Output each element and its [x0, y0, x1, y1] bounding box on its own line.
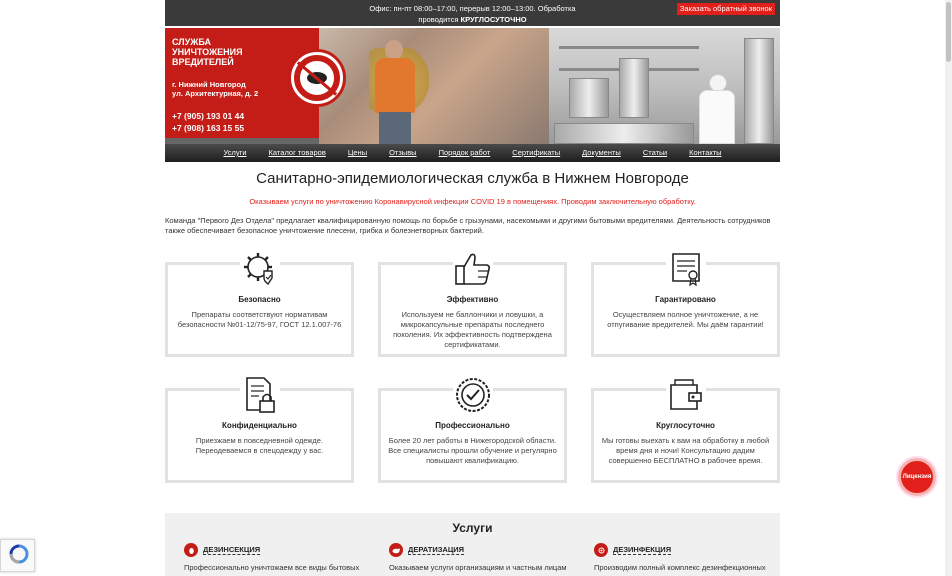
hero-image-wall — [319, 28, 549, 144]
service-desc: Оказываем услуги организациям и частным лицам — [389, 563, 567, 572]
thumbs-up-icon — [453, 249, 493, 289]
feature-text: Препараты соответствуют нормативам безопасности №01-12/75-97, ГОСТ 12.1.007-76 — [177, 310, 342, 329]
nav-item-services[interactable]: Услуги — [223, 148, 247, 157]
nav-item-procedure[interactable]: Порядок работ — [438, 148, 491, 157]
nav-item-reviews[interactable]: Отзывы — [389, 148, 417, 157]
phone-1[interactable]: +7 (905) 193 01 44 — [172, 111, 245, 121]
schedule-line — [165, 14, 780, 25]
service-label[interactable]: ДЕЗИНФЕКЦИЯ — [613, 545, 672, 554]
feature-title: Безопасно — [238, 295, 281, 304]
gear-shield-icon — [240, 249, 280, 289]
seal-check-icon — [453, 375, 493, 415]
feature-text: Осуществляем полное уничтожение, а не отпугивание вредителей. Мы даём гарантии! — [607, 310, 764, 329]
feature-title: Круглосуточно — [656, 421, 715, 430]
feature-card-professional — [378, 388, 567, 483]
office-hours: Офис: пн-пт 08:00–17:00, перерыв 12:00–13:00. Обработка — [369, 4, 576, 13]
top-bar — [165, 0, 780, 26]
recaptcha-badge[interactable] — [0, 539, 35, 572]
feature-title: Гарантировано — [655, 295, 716, 304]
page-title: Санитарно-эпидемиологическая служба в Нижнем Новгороде — [256, 170, 689, 187]
service-label[interactable]: ДЕРАТИЗАЦИЯ — [408, 545, 465, 554]
service-label[interactable]: ДЕЗИНСЕКЦИЯ — [203, 545, 261, 554]
rat-icon — [389, 543, 403, 557]
schedule-prefix: проводится — [418, 15, 459, 24]
intro-text: Команда "Первого Дез Отдела" предлагает квалифицированную помощь по борьбе с грызунами, насекомыми и другими бытовыми вредителями. Деятельность сотрудников также обеспечивает безопасное уничтожение плесени, грибка и болезнетворных бактерий. — [165, 216, 771, 235]
feature-card-safe — [165, 262, 354, 357]
license-button[interactable]: Лицензия — [898, 458, 936, 496]
feature-text: Более 20 лет работы в Нижегородской области. Все специалисты прошли обучение и регулярно повышают квалификацию. — [388, 436, 557, 465]
main-nav — [165, 144, 780, 162]
callback-button[interactable]: Заказать обратный звонок — [677, 3, 775, 15]
nav-item-catalog[interactable]: Каталог товаров — [268, 148, 326, 157]
hero-address: г. Нижний Новгород ул. Архитектурная, д. 2 — [172, 80, 259, 98]
virus-icon — [594, 543, 608, 557]
service-desc: Производим полный комплекс дезинфекционных — [594, 563, 766, 572]
feature-card-confidential — [165, 388, 354, 483]
scrollbar-thumb[interactable] — [946, 2, 951, 62]
recaptcha-icon — [8, 543, 30, 565]
page-scrollbar[interactable] — [945, 0, 952, 576]
feature-title: Эффективно — [446, 295, 499, 304]
nav-item-contacts[interactable]: Контакты — [689, 148, 722, 157]
services-title: Услуги — [452, 521, 493, 535]
nav-item-prices[interactable]: Цены — [347, 148, 368, 157]
certificate-icon — [666, 249, 706, 289]
feature-text: Приезжаем в повседневной одежде. Переодеваемся в спецодежду у вас. — [195, 436, 324, 455]
hero-banner — [165, 28, 780, 144]
service-item-deratization[interactable] — [389, 543, 579, 572]
nav-item-articles[interactable]: Статьи — [642, 148, 668, 157]
service-item-disinsection[interactable] — [184, 543, 374, 572]
schedule-bold: КРУГЛОСУТОЧНО — [460, 15, 527, 24]
feature-title: Профессионально — [435, 421, 510, 430]
phone-2[interactable]: +7 (908) 163 15 55 — [172, 123, 245, 133]
bug-icon — [184, 543, 198, 557]
feature-text: Используем не баллончики и ловушки, а микрокапсульные препараты последнего поколения. Их эффективность подтверждена сертификатами. — [393, 310, 552, 349]
nav-item-certificates[interactable]: Сертификаты — [512, 148, 561, 157]
hero-person-illustration — [373, 40, 413, 144]
service-item-disinfection[interactable] — [594, 543, 784, 572]
document-lock-icon — [240, 375, 280, 415]
feature-text: Мы готовы выехать к вам на обработку в любой время дня и ночи! Консультацию дадим совершенно БЕСПЛАТНО в рабочее время. — [601, 436, 770, 465]
feature-card-effective — [378, 262, 567, 357]
nav-item-documents[interactable]: Документы — [582, 148, 621, 157]
service-desc: Профессионально уничтожаем все виды бытовых — [184, 563, 360, 572]
hero-image-kitchen — [549, 28, 780, 144]
feature-card-guaranteed — [591, 262, 780, 357]
logo-badge-icon — [288, 49, 346, 107]
services-section — [165, 513, 780, 576]
hero-worker-illustration — [697, 74, 737, 144]
covid-notice: Оказываем услуги по уничтожению Коронавирусной инфекции COVID 19 в помещениях. Проводим заключительную обработку. — [249, 197, 696, 206]
wallet-icon — [666, 375, 706, 415]
feature-card-round-the-clock — [591, 388, 780, 483]
hero-title: СЛУЖБА УНИЧТОЖЕНИЯ ВРЕДИТЕЛЕЙ — [172, 37, 243, 67]
feature-title: Конфиденциально — [222, 421, 297, 430]
hero-phones — [172, 110, 312, 134]
